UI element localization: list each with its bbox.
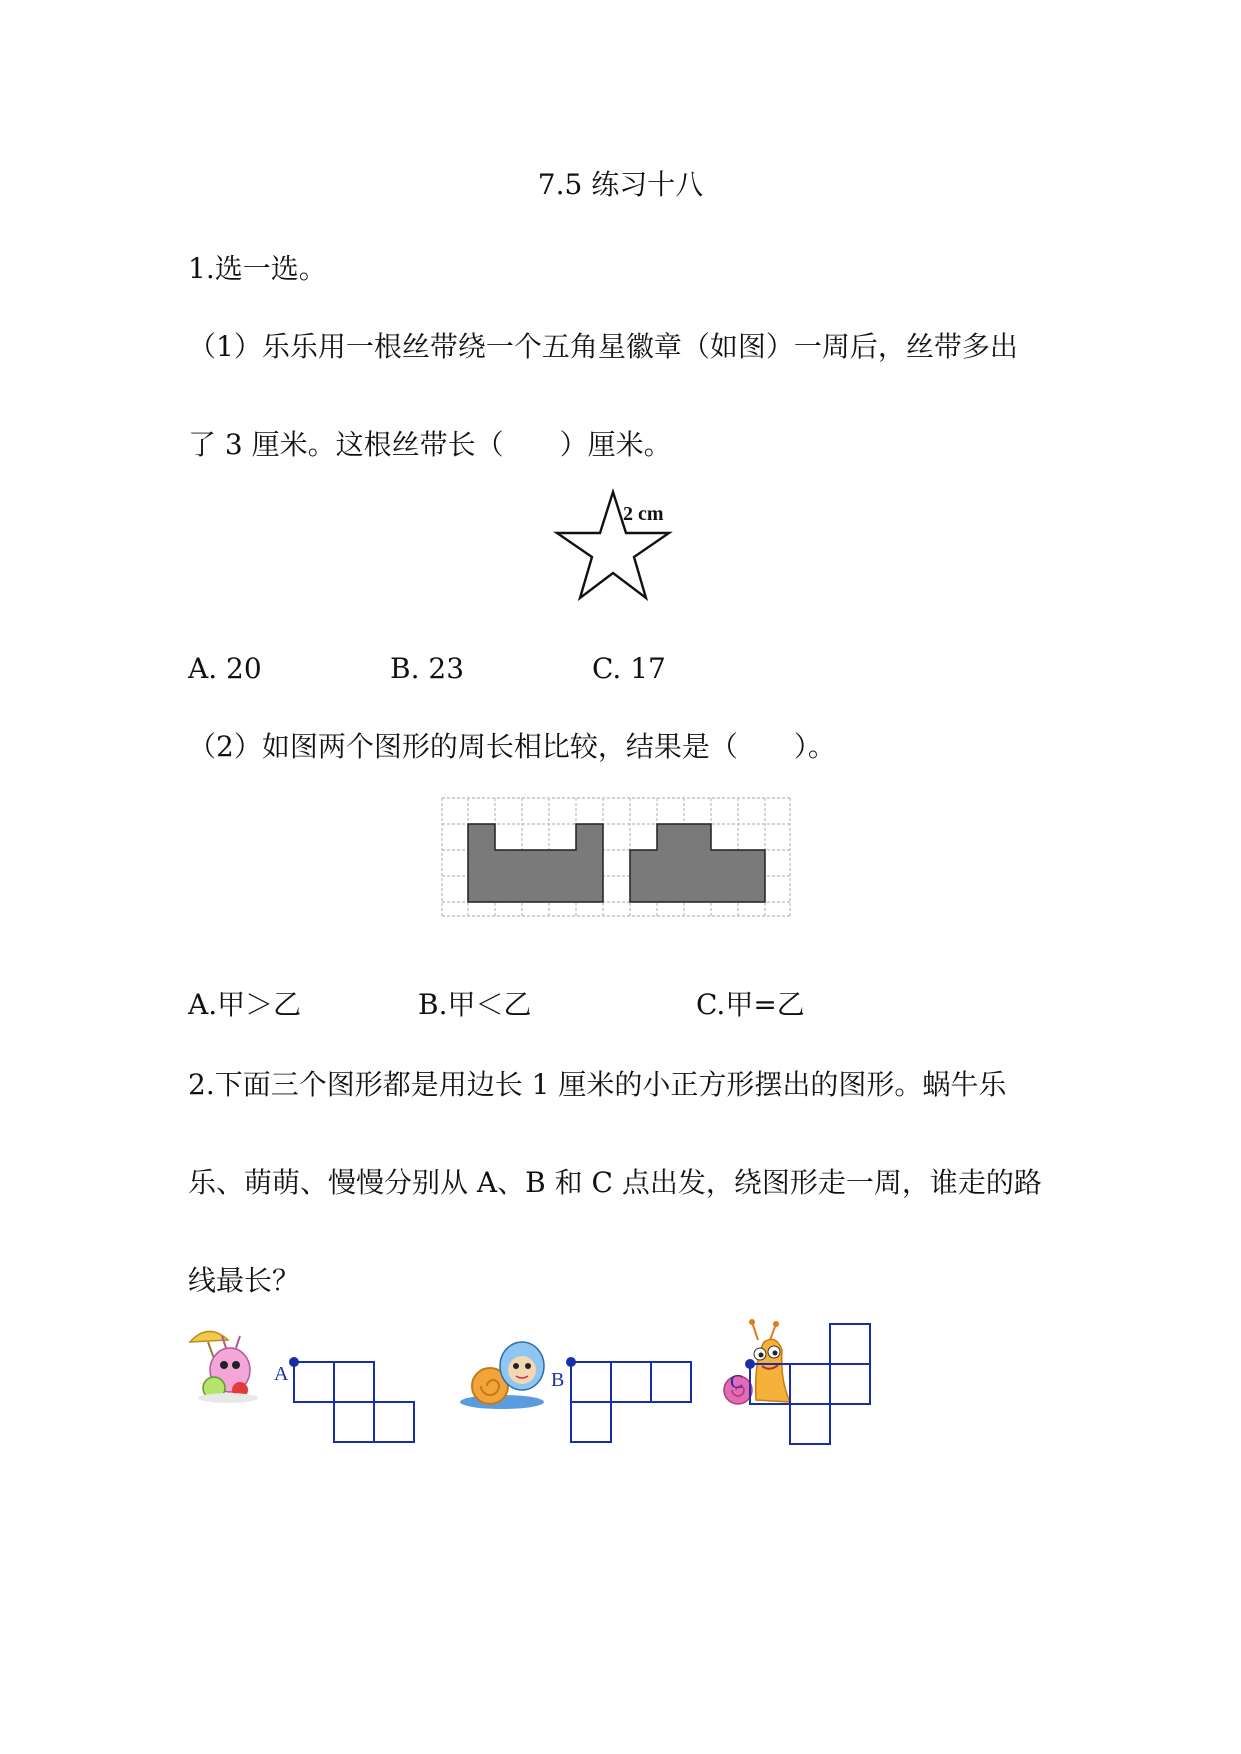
question-1-2-option-a: A.甲＞乙 (188, 988, 302, 1021)
star-figure (555, 490, 685, 605)
point-c-dot (745, 1359, 755, 1369)
shape-yi (630, 824, 765, 902)
question-1-2-option-c: C.甲=乙 (696, 988, 805, 1021)
question-1-1-line-1: （1）乐乐用一根丝带绕一个五角星徽章（如图）一周后，丝带多出 (188, 330, 1018, 363)
snail-mengmeng-icon (460, 1342, 544, 1409)
figure-b-squares (571, 1362, 691, 1442)
page-title: 7.5 练习十八 (537, 168, 704, 201)
perimeter-grid-figure (440, 796, 792, 918)
point-a-dot (289, 1357, 299, 1367)
question-1-1-option-c: C. 17 (592, 652, 666, 685)
question-2-line-1: 2.下面三个图形都是用边长 1 厘米的小正方形摆出的图形。蜗牛乐 (188, 1068, 1007, 1101)
question-2-line-3: 线最长？ (188, 1264, 301, 1297)
question-1-heading: 1.选一选。 (188, 252, 327, 285)
question-1-1-option-a: A. 20 (188, 652, 262, 685)
snail-paths-figure (190, 1320, 1190, 1470)
point-b-dot (566, 1357, 576, 1367)
point-b-label: B (551, 1369, 565, 1391)
question-1-1-line-2: 了 3 厘米。这根丝带长（ ）厘米。 (188, 428, 672, 461)
question-2-line-2: 乐、萌萌、慢慢分别从 A、B 和 C 点出发，绕图形走一周，谁走的路 (188, 1166, 1042, 1199)
star-side-label: 2 cm (623, 503, 664, 525)
point-a-label: A (274, 1363, 289, 1385)
question-1-2-option-b: B.甲＜乙 (418, 988, 532, 1021)
shape-jia (468, 824, 603, 902)
question-1-2-line-1: （2）如图两个图形的周长相比较，结果是（ ）。 (188, 730, 836, 763)
question-1-1-option-b: B. 23 (390, 652, 465, 685)
figure-a-squares (294, 1362, 414, 1442)
point-c-label: C (730, 1371, 744, 1393)
snail-lele-icon (190, 1331, 258, 1403)
